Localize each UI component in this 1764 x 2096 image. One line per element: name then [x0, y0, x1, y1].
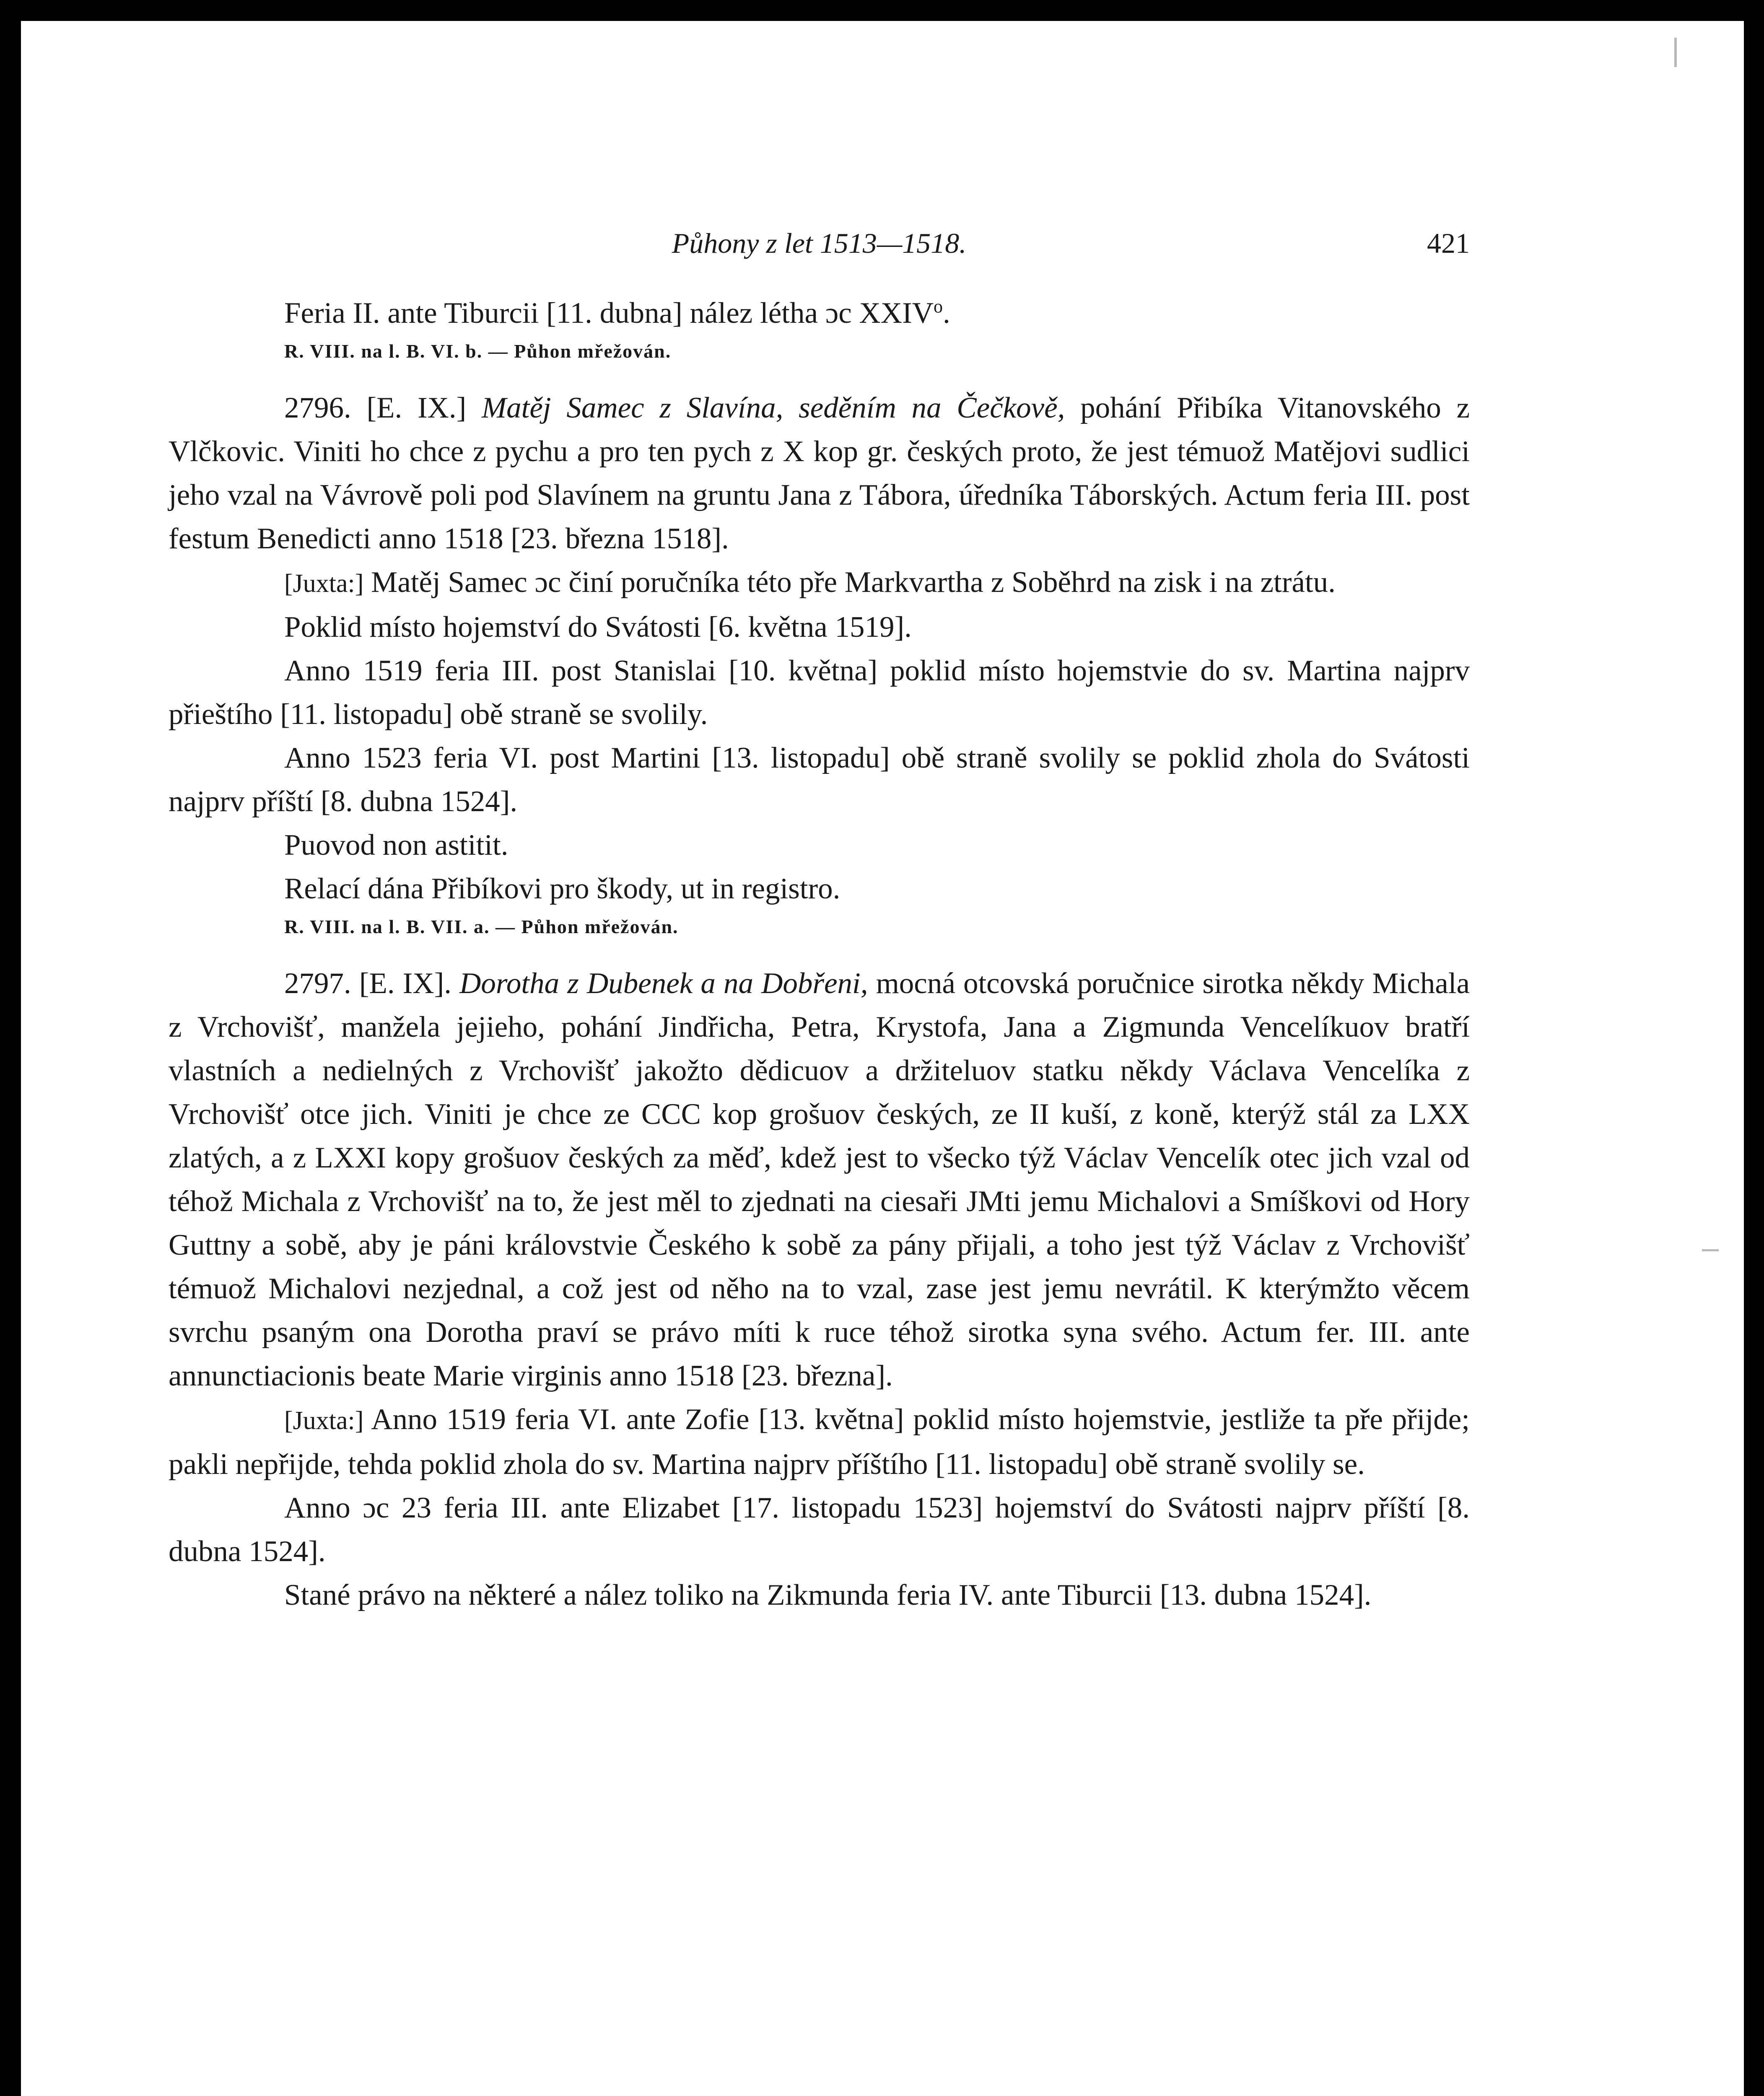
entry-2797-note-2: Stané právo na některé a nález toliko na Zikmunda feria IV. ante Tiburcii [13. dubna 1524]. — [284, 1579, 1372, 1611]
entry-parties: Dorotha z Dubenek a na Dobřeni, — [459, 967, 868, 1000]
paragraph-tail: . — [943, 297, 950, 329]
paragraph-finding-date — [169, 291, 1470, 335]
entry-2797-note-1: Anno ɔc 23 feria III. ante Elizabet [17. listopadu 1523] hojemství do Svátosti najprv příští [8. dubna 1524]. — [169, 1492, 1470, 1568]
page-number: 421 — [1427, 227, 1470, 259]
entry-2796-note-1: Poklid místo hojemství do Svátosti [6. května 1519]. — [284, 611, 912, 643]
juxta-tag: [Juxta:] — [284, 1406, 364, 1435]
entry-2796-juxta — [169, 560, 1470, 605]
page-sheet — [21, 21, 1744, 2096]
entry-2796-note-4: Puovod non astitit. — [284, 829, 508, 861]
entry-2797 — [169, 962, 1470, 1398]
entry-parties: Matěj Samec z Slavína, seděním na Čečkově, — [482, 392, 1065, 424]
register-reference: R. VIII. na l. B. VII. a. — Půhon mřežován. — [284, 916, 679, 937]
entry-text: pohání Přibíka Vitanovského z Vlčkovic. Viniti ho chce z pychu a pro ten pych z X kop gr. českých proto, že jest témuož Matějovi sudlici jeho vzal na Vávrově poli pod Slavínem na gruntu Jana z Tábora, úředníka Táborských. Actum feria III. post festum Benedicti anno 1518 [23. března 1518]. — [169, 392, 1470, 555]
entry-2796-note-3: Anno 1523 feria VI. post Martini [13. listopadu] obě straně svolily se poklid zhola do Svátosti najprv příští [8. dubna 1524]. — [169, 742, 1470, 818]
juxta-tag: [Juxta:] — [284, 569, 364, 598]
entry-2796-note-2: Anno 1519 feria III. post Stanislai [10. května] poklid místo hojemstvie do sv. Martina najprv přieštího [11. listopadu] obě straně se svolily. — [169, 654, 1470, 731]
page-header — [169, 222, 1470, 272]
scan-edge-mark-mid — [1702, 1249, 1719, 1251]
entry-2797-juxta — [169, 1398, 1470, 1486]
superscript: o — [934, 296, 943, 317]
running-title: Půhony z let 1513—1518. — [672, 227, 967, 259]
juxta-text: Anno 1519 feria VI. ante Zofie [13. května] poklid místo hojemstvie, jestliže ta pře přijde; pakli nepřijde, tehda poklid zhola do sv. Martina najprv příštího [11. listopadu] obě straně svolily se. — [169, 1403, 1470, 1481]
register-reference: R. VIII. na l. B. VI. b. — Půhon mřežován. — [284, 340, 672, 362]
entry-text: mocná otcovská poručnice sirotka někdy Michala z Vrchovišť, manžela jejieho, pohání Jindřicha, Petra, Krystofa, Jana a Zigmunda Vencelíkuov bratří vlastních a nedielných z Vrchovišť jakožto dědicuov a držiteluov statku někdy Václava Vencelíka z Vrchovišť otce jich. Viniti je chce ze CCC kop grošuov českých, ze II kuší, z koně, kterýž stál za LXX zlatých, a z LXXI kopy grošuov českých za měď, kdež jest to všecko týž Václav Vencelík otec jich vzal od téhož Michala z Vrchovišť na to, že jest měl to zjednati na ciesaři JMti jemu Michalovi a Smíškovi od Hory Guttny a sobě, aby je páni královstvie Českého k sobě za pány přijali, a toho jest týž Václav z Vrchovišť témuož Michalovi nezjednal, a což jest od něho na to vzal, zase jest jemu nevrátil. K kterýmžto věcem svrchu psaným ona Dorotha praví se právo míti k ruce téhož sirotka syna svého. Actum fer. III. ante annunctiacionis beate Marie virginis anno 1518 [23. března]. — [169, 967, 1470, 1392]
entry-2796 — [169, 386, 1470, 560]
juxta-text: Matěj Samec ɔc činí poručníka této pře Markvartha z Soběhrd na zisk i na ztrátu. — [363, 566, 1336, 599]
scan-edge-mark-top — [1674, 38, 1677, 67]
body-text — [169, 291, 1470, 1617]
entry-2796-note-5: Relací dána Přibíkovi pro škody, ut in registro. — [284, 872, 840, 905]
entry-number: 2797. [E. IX]. — [284, 967, 460, 1000]
entry-number: 2796. [E. IX.] — [284, 392, 482, 424]
paragraph-text: Feria II. ante Tiburcii [11. dubna] nález létha ɔc XXIV — [284, 297, 934, 329]
